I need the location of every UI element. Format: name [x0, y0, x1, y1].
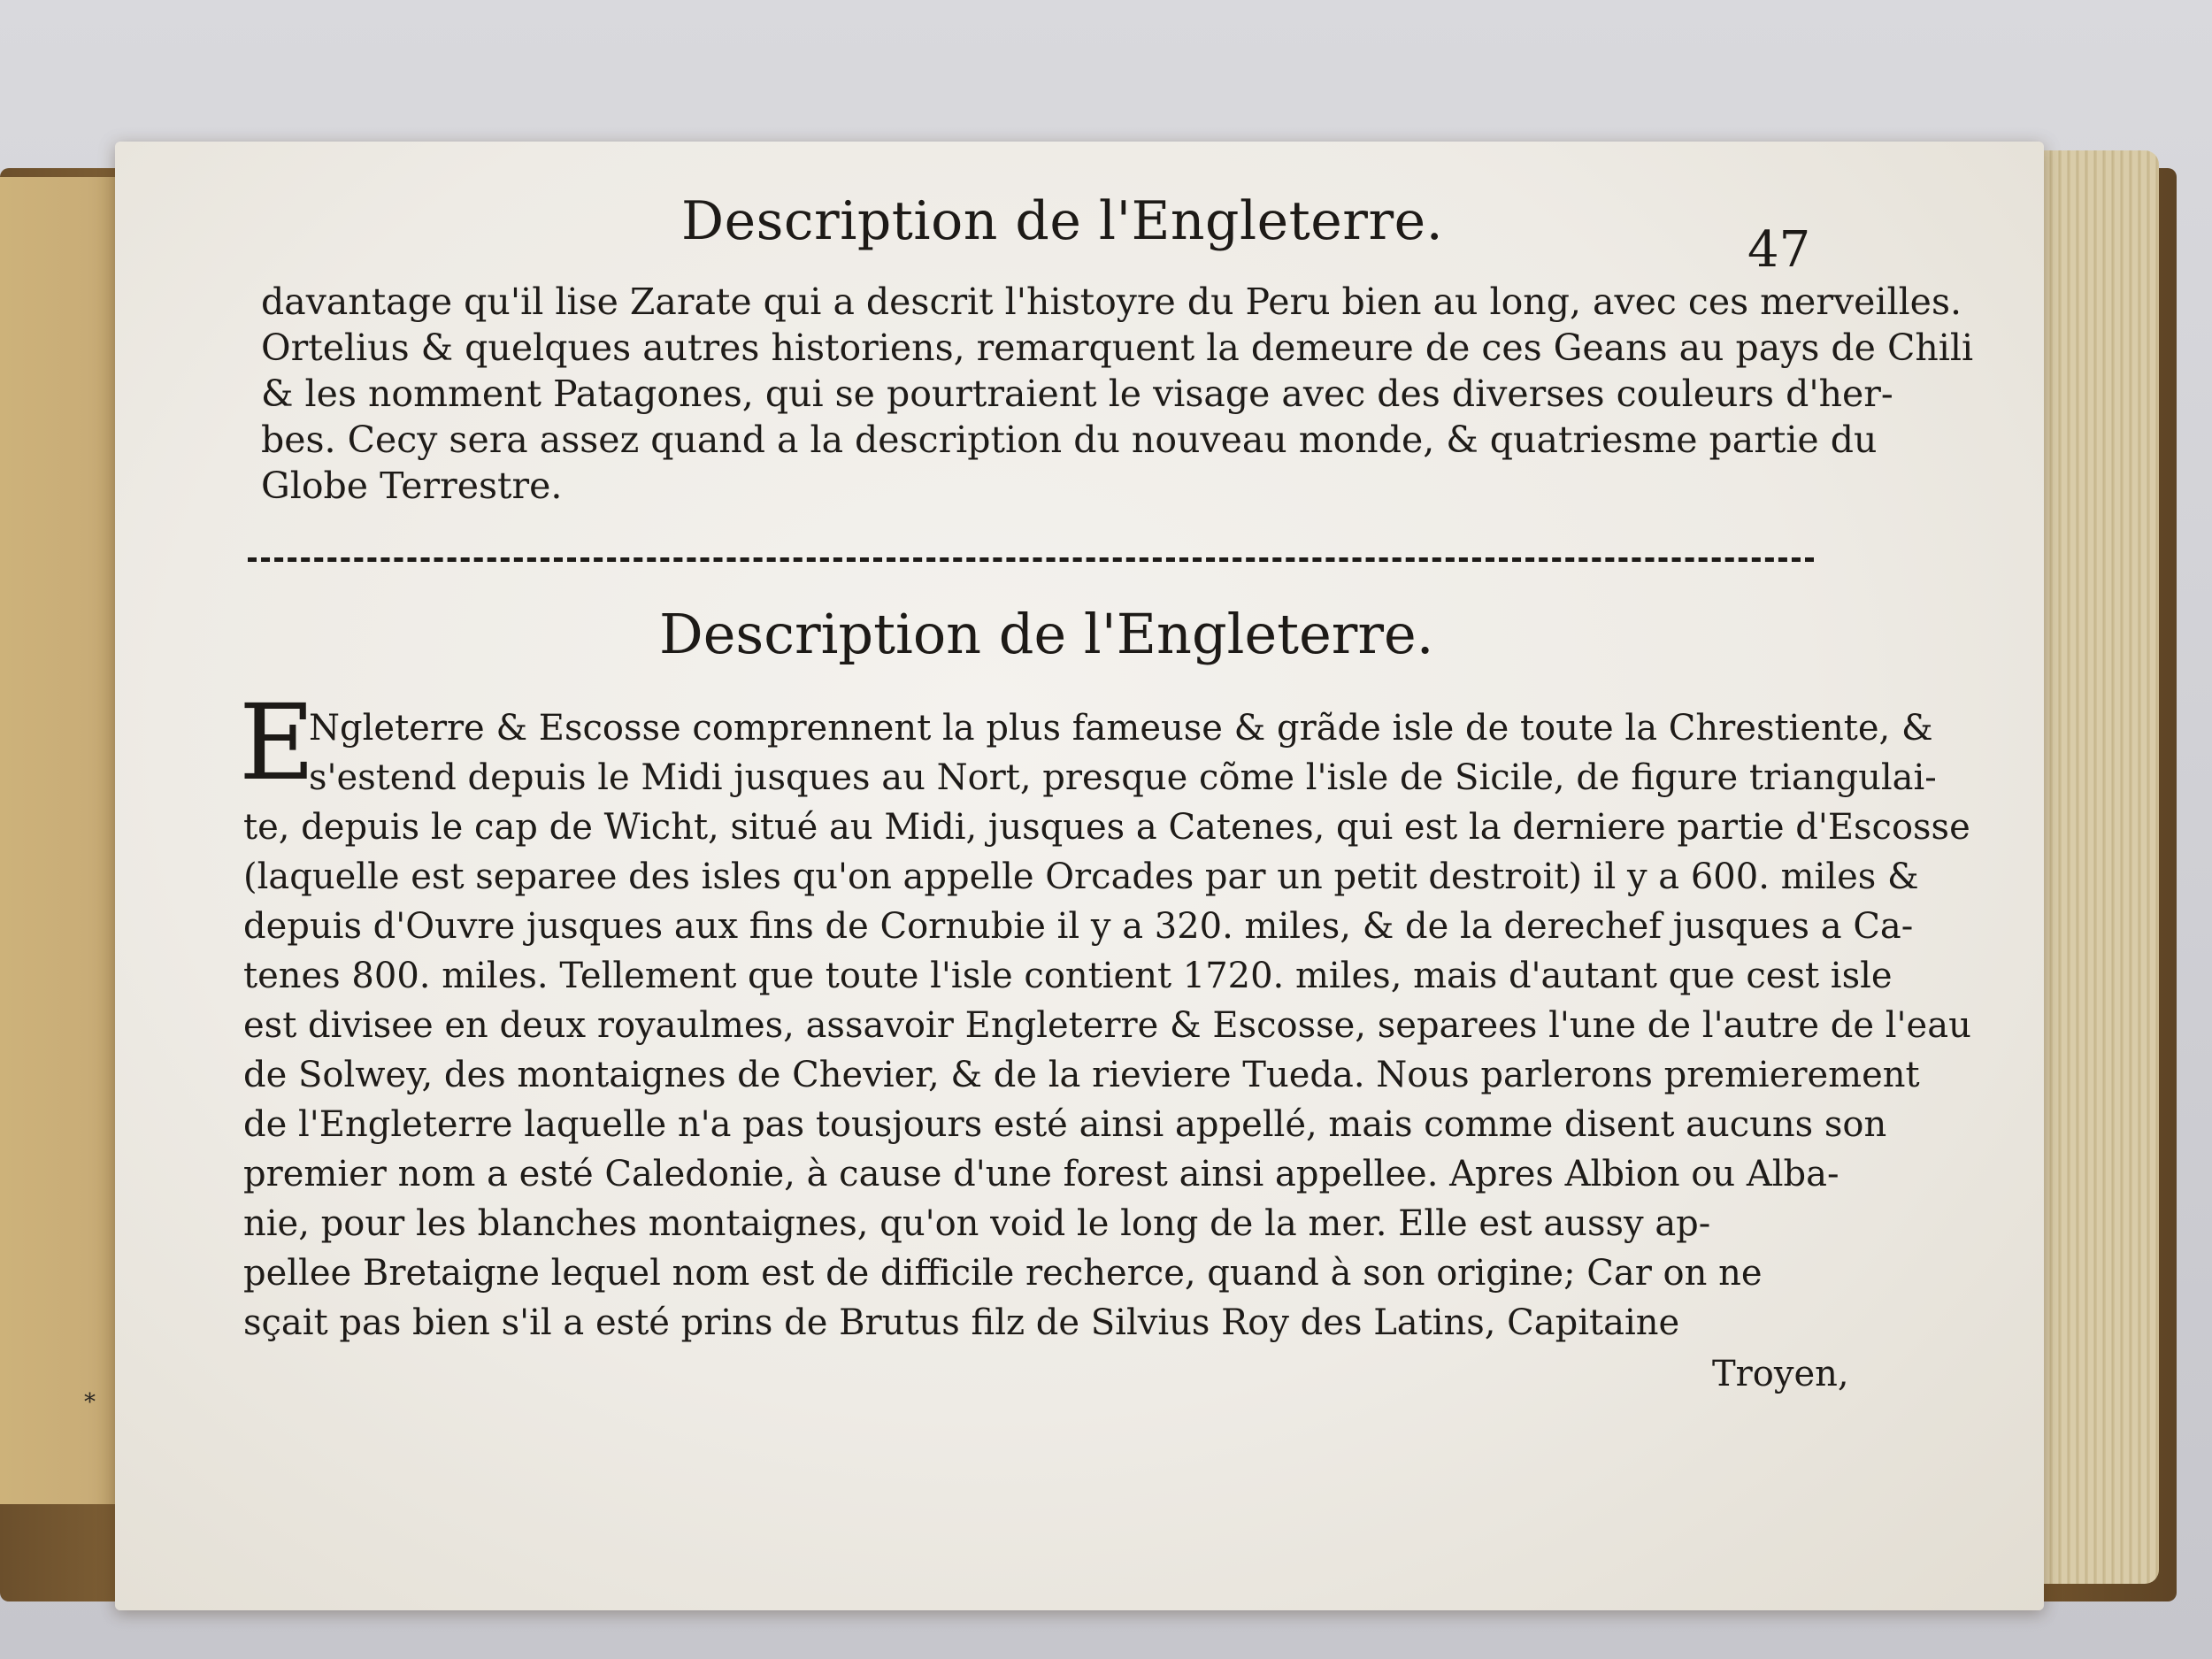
section-title: Description de l'Engleterre. [659, 602, 1434, 666]
running-head: Description de l'Engleterre. [681, 190, 1444, 252]
text-line: nie, pour les blanches montaignes, qu'on void le long de la mer. Elle est aussy ap- [243, 1203, 1711, 1244]
section-divider-rule [248, 557, 1814, 562]
catchword: Troyen, [1712, 1354, 1849, 1394]
page-number: 47 [1747, 221, 1811, 279]
text-line: de Solwey, des montaignes de Chevier, & de la rieviere Tueda. Nous parlerons premierement [243, 1055, 1920, 1095]
text-line: tenes 800. miles. Tellement que toute l'isle contient 1720. miles, mais d'autant que cest isle [243, 956, 1893, 996]
text-line: pellee Bretaigne lequel nom est de difficile recherce, quand à son origine; Car on ne [243, 1253, 1763, 1294]
text-line: davantage qu'il lise Zarate qui a descrit l'histoyre du Peru bien au long, avec ces merveilles. [261, 280, 1962, 323]
margin-mark: * [84, 1389, 96, 1416]
main-text-block [243, 703, 1971, 1348]
text-line: Ngleterre & Escosse comprennent la plus fameuse & grãde isle de toute la Chrestiente, & [309, 708, 1933, 749]
text-line: sçait pas bien s'il a esté prins de Brutus filz de Silvius Roy des Latins, Capitaine [243, 1302, 1680, 1343]
text-line: Globe Terrestre. [261, 465, 563, 507]
text-line: de l'Engleterre laquelle n'a pas tousjours esté ainsi appellé, mais comme disent aucuns son [243, 1104, 1887, 1145]
drop-cap: E [239, 681, 316, 803]
text-line: (laquelle est separee des isles qu'on appelle Orcades par un petit destroit) il y a 600. miles & [243, 856, 1919, 897]
text-line: Ortelius & quelques autres historiens, remarquent la demeure de ces Geans au pays de Chili [261, 326, 1974, 369]
text-line: premier nom a esté Caledonie, à cause d'une forest ainsi appellee. Apres Albion ou Alba- [243, 1154, 1839, 1194]
text-line: est divisee en deux royaulmes, assavoir Engleterre & Escosse, separees l'une de l'autre de l'eau [243, 1005, 1971, 1046]
text-line: & les nomment Patagones, qui se pourtraient le visage avec des diverses couleurs d'her- [261, 373, 1893, 415]
continued-text-block [261, 279, 1973, 509]
text-line: depuis d'Ouvre jusques aux fins de Cornubie il y a 320. miles, & de la derechef jusques a Ca- [243, 906, 1914, 947]
text-line: te, depuis le cap de Wicht, situé au Midi, jusques a Catenes, qui est la derniere partie d'Escosse [243, 807, 1970, 848]
text-line: bes. Cecy sera assez quand a la description du nouveau monde, & quatriesme partie du [261, 419, 1878, 461]
text-line: s'estend depuis le Midi jusques au Nort, presque cõme l'isle de Sicile, de figure triangulai- [309, 757, 1937, 798]
